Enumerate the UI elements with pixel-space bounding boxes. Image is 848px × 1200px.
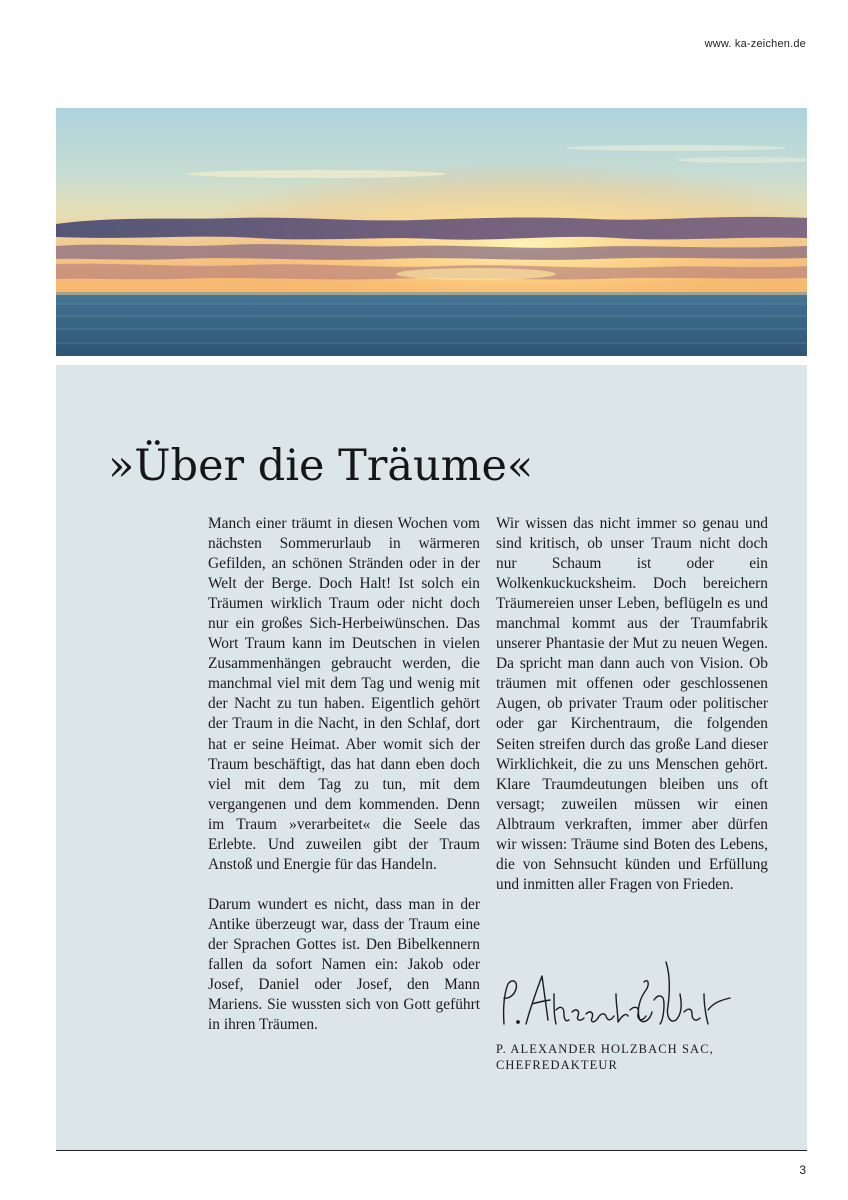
author-role: CHEFREDAKTEUR xyxy=(496,1058,618,1072)
article-column-right xyxy=(496,514,768,915)
paragraph: Wir wissen das nicht immer so genau und sind kritisch, ob unser Traum nicht doch nur Schaum ist oder ein Wolkenkuckucksheim. Doch bereichern Träumereien unser Leben, beflügeln es und manchmal kommt aus der Traumfabrik unserer Phantasie der Mut zu neuen Wegen. Da spricht man dann auch von Vision. Ob träumen mit offenen oder geschlossenen Augen, ob privater Traum oder politischer oder gar Kirchentraum, die folgenden Seiten streifen durch das große Land dieser Wirklichkeit, die zu uns Menschen gehört. Klare Traumdeutungen bleiben uns oft versagt; zuweilen müssen wir einen Albtraum verkraften, immer aber dürfen wir wissen: Träume sind Boten des Lebens, die von Sehnsucht künden und Erfüllung und inmitten aller Fragen von Frieden. xyxy=(496,515,768,893)
paragraph: Darum wundert es nicht, dass man in der Antike überzeugt war, dass der Traum eine der Sprachen Gottes ist. Den Bibelkennern fallen da sofort Namen ein: Jakob oder Josef, Daniel oder Josef, den Mann Mariens. Sie wussten sich von Gott geführt in ihren Träumen. xyxy=(208,895,480,1034)
article-column-left xyxy=(208,514,480,1055)
paragraph: Manch einer träumt in diesen Wochen vom nächsten Sommerurlaub in wärmeren Gefilden, an schönen Stränden oder in der Welt der Berge. Doch Halt! Ist solch ein Träumen wirklich Traum oder nicht doch nur ein großes Sich-Herbeiwünschen. Das Wort Traum kann im Deutschen in vielen Zusammenhängen gebraucht werden, die manchmal viel mit dem Tag und wenig mit der Nacht zu tun haben. Eigentlich gehört der Traum in die Nacht, in den Schlaf, dort hat er seine Heimat. Aber womit sich der Traum beschäftigt, das hat dann eben doch viel mit dem Tag zu tun, mit dem vergangenen und dem kommenden. Denn im Traum »verarbeitet« die Seele das Erlebte. Und zuweilen gibt der Traum Anstoß und Energie für das Handeln. xyxy=(208,515,480,873)
author-credit xyxy=(496,1041,714,1073)
author-name: P. ALEXANDER HOLZBACH SAC, xyxy=(496,1042,714,1056)
footer-divider xyxy=(56,1150,807,1151)
sunset-hero-image xyxy=(56,108,807,356)
handwritten-signature-icon xyxy=(494,954,744,1036)
article-title: »Über die Träume« xyxy=(108,441,534,491)
page-number: 3 xyxy=(799,1163,806,1177)
site-url: www. ka-zeichen.de xyxy=(704,38,806,50)
